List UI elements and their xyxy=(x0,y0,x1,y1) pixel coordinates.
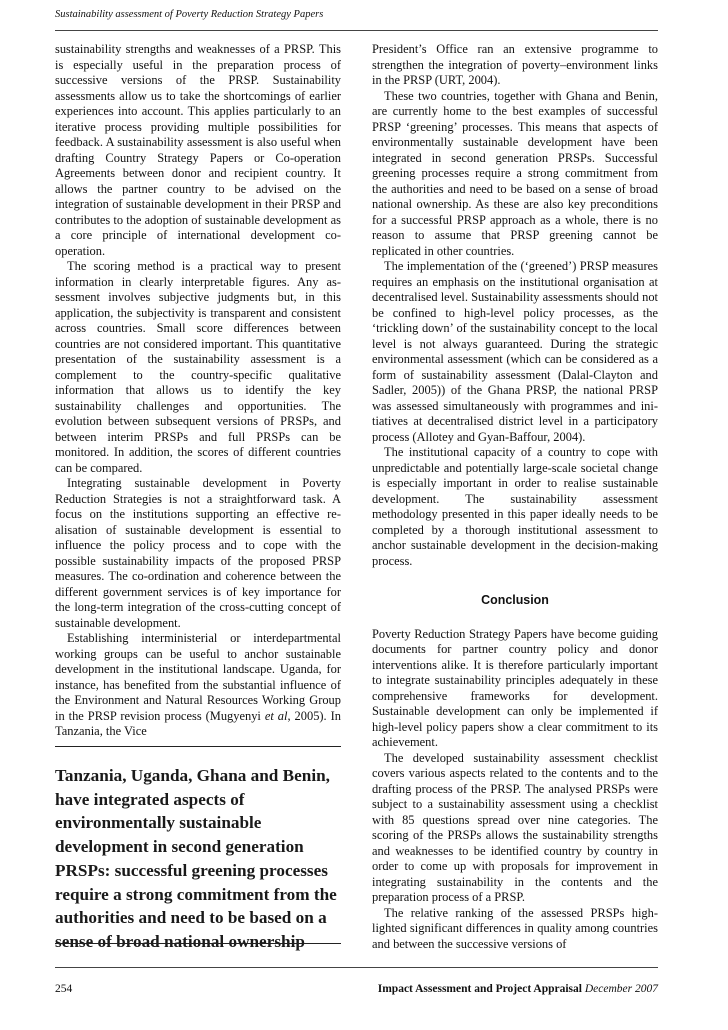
pullquote-top-rule xyxy=(55,746,341,747)
conclusion-paragraph-3: The relative ranking of the assessed PRSPs highlighted significant differences in quality among countries and between the successive versions of xyxy=(372,905,658,951)
pullquote-bottom-rule xyxy=(55,943,341,944)
conclusion-heading: Conclusion xyxy=(481,593,549,607)
conclusion-paragraph-1: Poverty Reduction Strategy Papers have become guiding documents for partner country policy and donor interventions alike. It is therefore particularly important to integrate sustainability principles adequately in these comprehensive frameworks for development. Sustainable development can only be implemented if high-level policy papers show a clear commitment to its achievement. xyxy=(372,626,658,749)
right-paragraph-3: The implementation of the (‘greened’) PRSP measures requires an emphasis on the institutional organisation at decentralised level. Sustainability assessments should not be confined to high-level policy processes, as the ‘trickling down’ of the sustainability concept to the local level is not always guaranteed. During the strategic environmental assessment (which can be considered as a form of sustainability assessment (Dalal-Clayton and Sadler, 2005)) of the Ghana PRSP, the national PRSP was assessed simultaneously with programmes and initiatives at decentralised district level in a participatory process (Allotey and Gyan-Baffour, 2004). xyxy=(372,259,659,444)
left-paragraph-4-text-a: Establishing interministerial or interdepartmental working groups can be useful to anchor sustainable development in the institutional landscape. Uganda, for instance, has benefited from the substantial influence of the Environment and Natural Resources Working Group in the PRSP revision process (Mugyenyi xyxy=(55,631,341,723)
running-header: Sustainability assessment of Poverty Reduction Strategy Papers xyxy=(55,9,324,20)
conclusion-paragraph-2: The developed sustainability assessment checklist covers various aspects related to the contents and to the drafting process of the PRSP. The analysed PRSPs were subject to a sustainability assessment using a checklist with 85 questions spread over nine categories. The scoring of the PRSPs allows the sustainability strengths and weaknesses to be identified country by country in order to come up with proposals for improvement in integrating sustainability in the contents and the preparation process of a PRSP. xyxy=(372,750,658,904)
issue-date: December 2007 xyxy=(584,983,658,995)
header-rule xyxy=(55,30,658,31)
journal-name: Impact Assessment and Project Appraisal xyxy=(377,983,582,995)
et-al-citation: et al xyxy=(264,708,288,723)
pullquote: Tanzania, Uganda, Ghana and Benin, have integrated aspects of environmentally sustainable development in second generation PRSPs: successful greening processes require a strong commitment from the authorities and need to be based on a sense of broad national ownership xyxy=(55,766,337,951)
left-paragraph-4-text-b: , 2005). In Tanzania, the Vice xyxy=(55,708,341,738)
right-column xyxy=(372,42,658,952)
footer-journal-citation xyxy=(378,983,658,995)
right-paragraph-4: The institutional capacity of a country to cope with unpredictable and potentially large-scale societal change is especially important in order to realise sustainable development. The sustainability assessment methodology presented in this paper ideally needs to be completed by a thorough institutional assessment to anchor sustainable development in the decision-making process. xyxy=(372,445,658,568)
right-paragraph-2: These two countries, together with Ghana and Benin, are currently home to the best examples of successful PRSP ‘greening’ processes. This means that aspects of environmentally sustainable development have been integrated in second generation PRSPs. Successful greening processes require a strong commitment from the authorities and need to be based on a sense of broad national ownership. As these are also key preconditions for a successful PRSP approach as a whole, there is no reason to assume that PRSP greening cannot be replicated in other countries. xyxy=(372,88,658,258)
footer-rule xyxy=(55,967,658,968)
left-paragraph-2: The scoring method is a practical way to present information in clearly interpretable figures. Any assessment involves subjective judgments but, in this application, the subjectivity is transparent and consistent across countries. Small score differences between countries are not considered important. This quantitative presentation of the sustainability assessment is a complement to the country-specific qualitative information that allows us to identify the key sustainability challenges and opportunities. The evolution between subsequent versions of PRSPs, and between interim PRSPs and full PRSPs can be monitored. In addition, the scores of different countries can be compared. xyxy=(55,259,341,475)
left-paragraph-3: Integrating sustainable development in Poverty Reduction Strategies is not a straightforward task. A focus on the institutions supporting an effective realisation of sustainable development is essential to influence the policy process and to cope with the possible sustainability impacts of the proposed PRSP measures. The co-ordination and coherence between the different government services is of key importance for the long-term integration of the cross-cutting concept of sustainable development. xyxy=(55,476,341,630)
left-column xyxy=(55,42,341,740)
left-paragraph-1: sustainability strengths and weaknesses of a PRSP. This is especially useful in the preparation process of successive versions of the PRSP. Sustainability assessments allow us to take the shortcomings of earlier experiences into account. This applies particularly to an iterative process providing multiple possibilities for feedback. A sustainability assessment is also useful when drafting Country Strategy Papers or Co-operation Agreements between donor and recipient country. It allows the partner country to be advised on the integration of sustainable development in their PRSP and contributes to the adoption of sustainable development as a core principle of international development co-operation. xyxy=(55,42,341,258)
left-paragraph-4 xyxy=(55,631,341,740)
right-paragraph-1: President’s Office ran an extensive programme to strengthen the integration of poverty–environment links in the PRSP (URT, 2004). xyxy=(372,42,658,87)
page-number: 254 xyxy=(55,983,73,995)
